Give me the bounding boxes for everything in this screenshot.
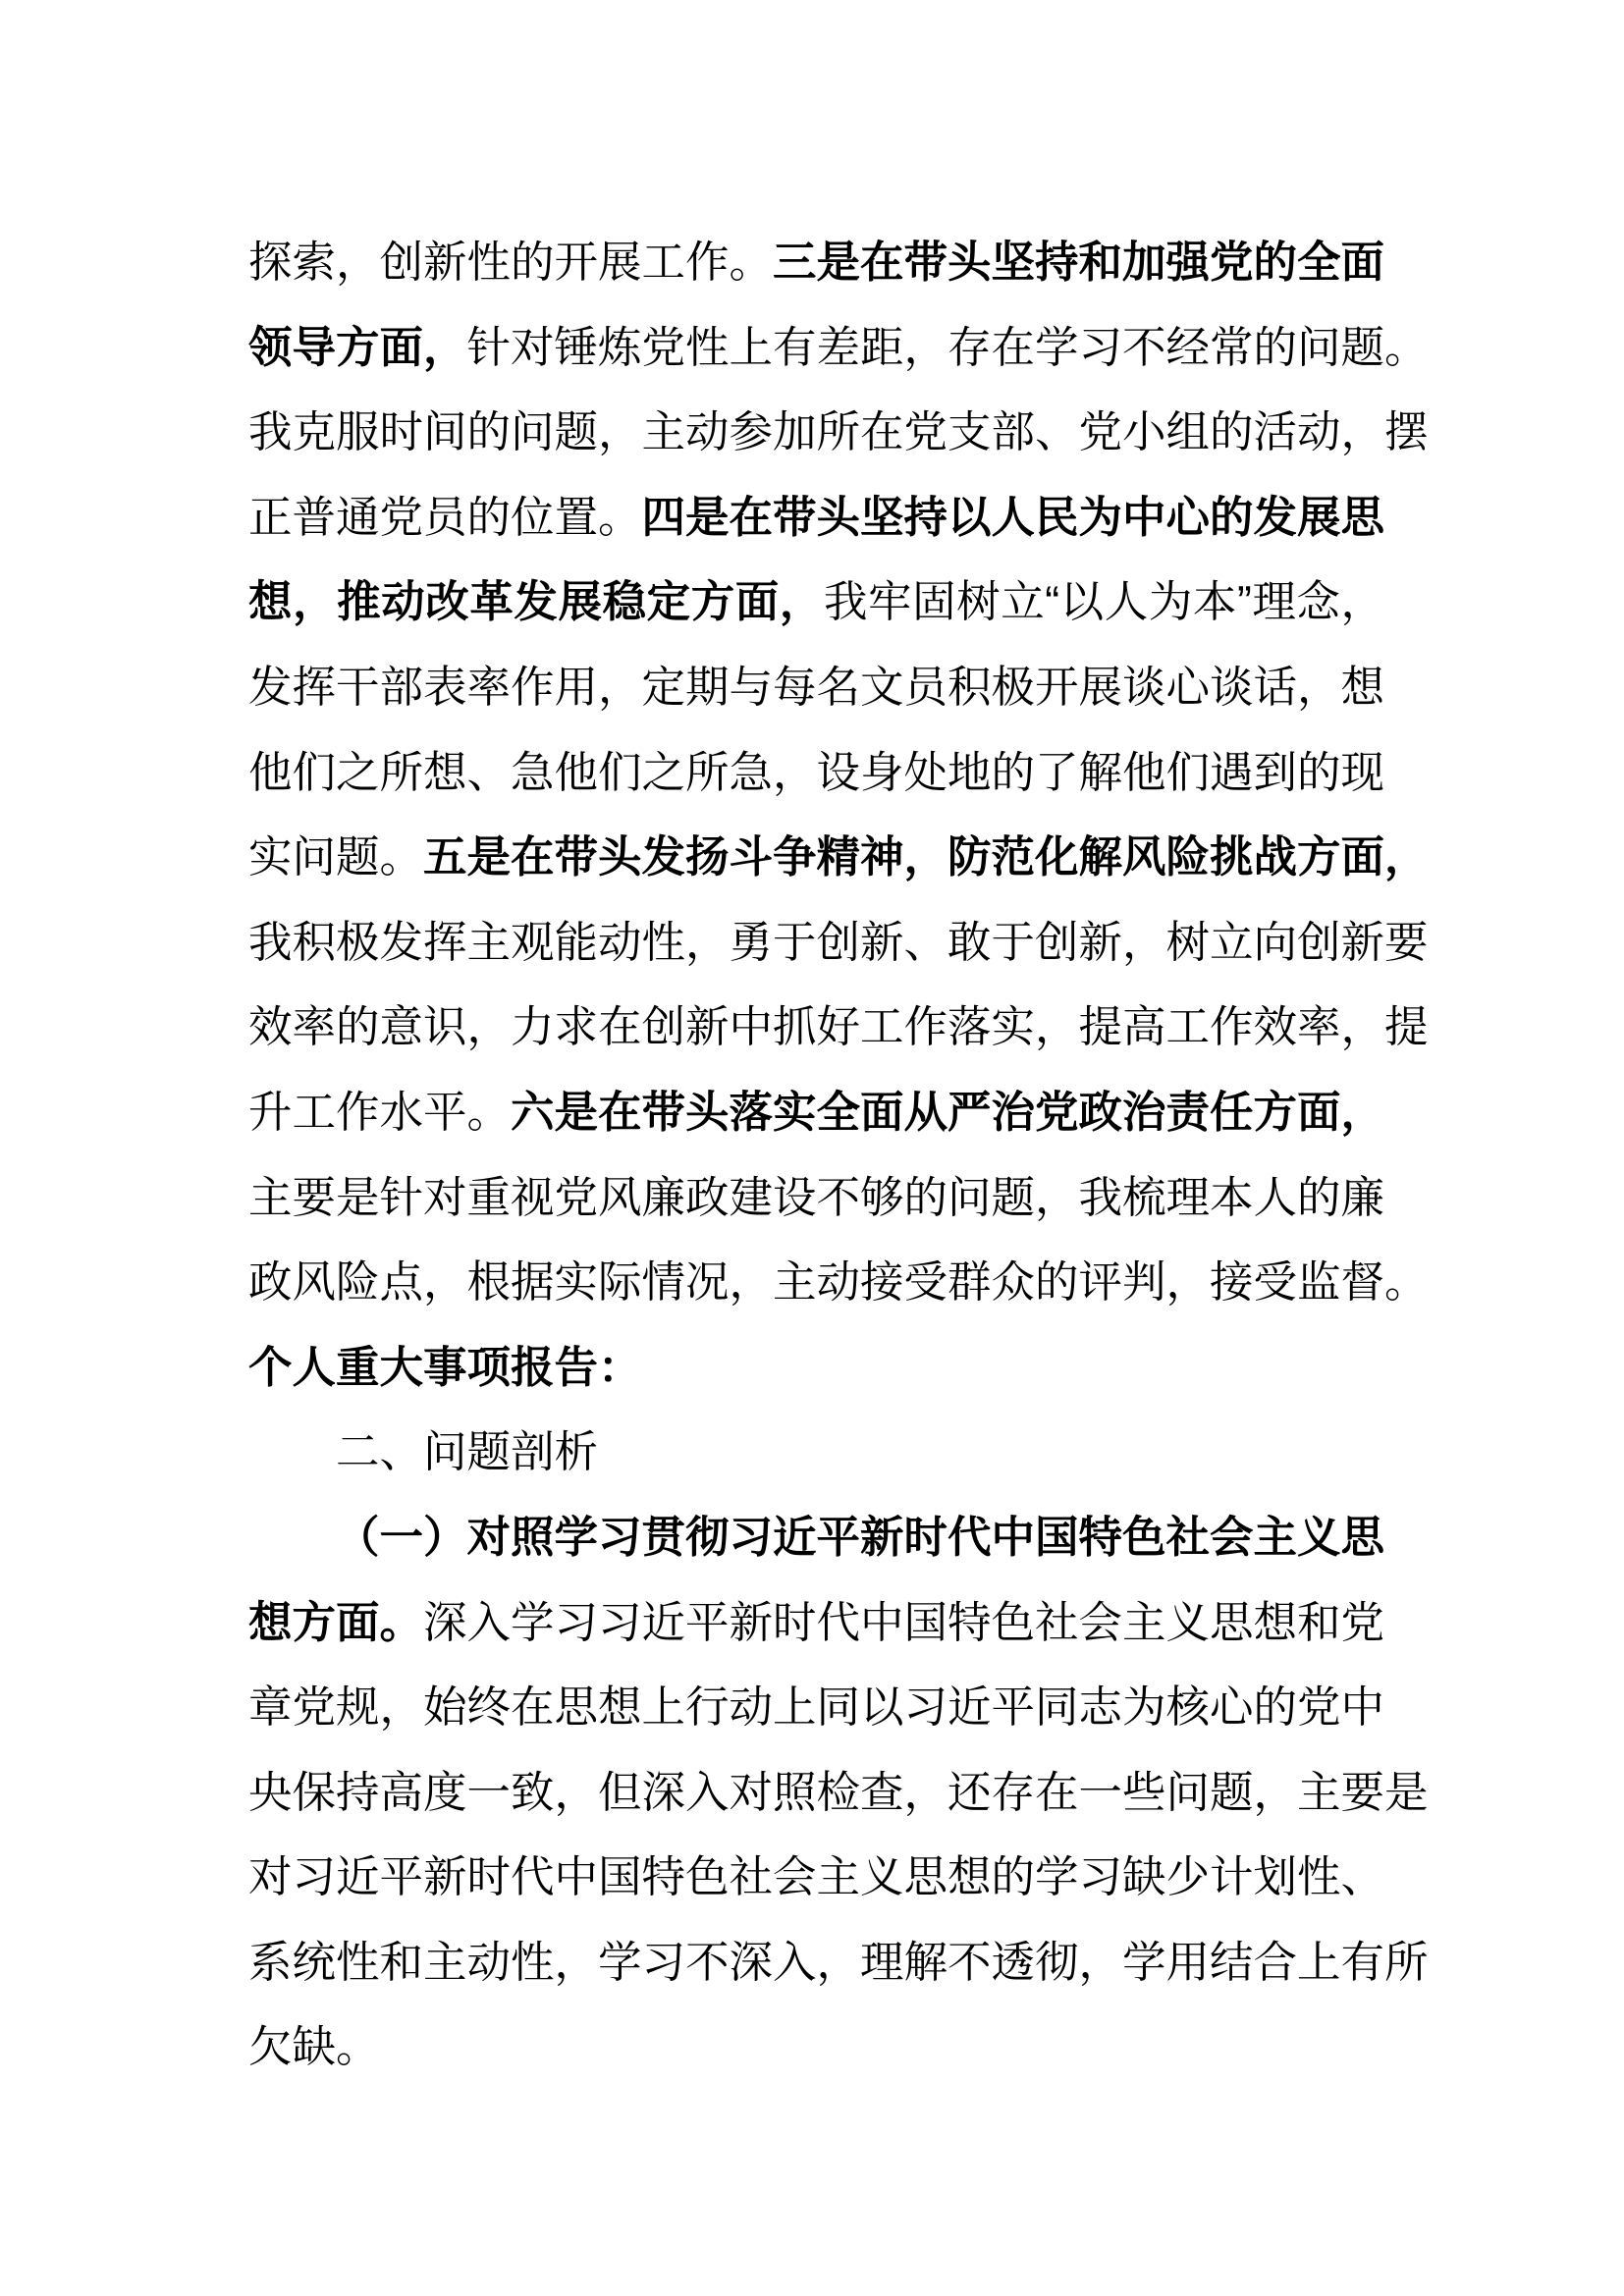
body-text: 实问题。	[248, 833, 424, 882]
text-line	[248, 391, 1429, 476]
body-text: 我克服时间的问题，主动参加所在党支部、党小组的活动，摆	[248, 408, 1429, 457]
bold-text: 六是在带头落实全面从严治党政治责任方面，	[511, 1088, 1385, 1137]
body-text: 效率的意识，力求在创新中抓好工作落实，提高工作效率，提	[248, 1003, 1429, 1052]
document-body	[248, 221, 1429, 2091]
text-line	[248, 306, 1429, 392]
body-text: 对习近平新时代中国特色社会主义思想的学习缺少计划性、	[248, 1853, 1385, 1902]
text-line	[248, 901, 1429, 987]
text-line	[248, 561, 1384, 646]
text-line	[248, 1496, 1384, 1581]
body-text: 升工作水平。	[248, 1088, 512, 1137]
body-text: 探索，创新性的开展工作。	[248, 239, 774, 287]
body-text: 他们之所想、急他们之所急，设身处地的了解他们遇到的现	[248, 748, 1385, 797]
bold-text: 想方面。	[248, 1598, 424, 1647]
body-text: 主要是针对重视党风廉政建设不够的问题，我梳理本人的廉	[248, 1173, 1385, 1222]
body-text: 针对锤炼党性上有差距，存在学习不经常的问题。	[466, 323, 1429, 372]
bold-text: 三是在带头坚持和加强党的全面	[773, 239, 1385, 287]
bold-text: 四是在带头坚持以人民为中心的发展思	[641, 493, 1385, 542]
body-text: 我牢固树立“以人为本”理念，	[823, 578, 1384, 627]
body-text: 二、问题剖析	[336, 1428, 599, 1477]
text-line	[248, 1666, 1384, 1751]
body-text: 深入学习习近平新时代中国特色社会主义思想和党	[423, 1598, 1385, 1647]
text-line	[248, 731, 1384, 817]
body-text: 系统性和主动性，学习不深入，理解不透彻，学用结合上有所	[248, 1938, 1429, 1987]
text-line	[248, 646, 1384, 731]
bold-text: 个人重大事项报告：	[248, 1343, 642, 1392]
text-line	[248, 986, 1429, 1071]
text-line	[248, 476, 1384, 561]
text-line	[248, 1156, 1384, 1242]
text-line	[248, 816, 1429, 901]
text-line	[248, 1411, 1384, 1496]
text-line	[248, 1326, 1384, 1412]
text-line	[248, 221, 1384, 306]
bold-text: 领导方面，	[248, 323, 467, 372]
body-text: 政风险点，根据实际情况，主动接受群众的评判，接受监督。	[248, 1258, 1429, 1308]
text-line	[248, 1241, 1429, 1326]
text-line	[248, 1751, 1429, 1837]
body-text: 央保持高度一致，但深入对照检查，还存在一些问题，主要是	[248, 1768, 1429, 1817]
body-text: 发挥干部表率作用，定期与每名文员积极开展谈心谈话，想	[248, 663, 1385, 712]
body-text: 章党规，始终在思想上行动上同以习近平同志为核心的党中	[248, 1683, 1385, 1733]
text-line	[248, 1921, 1429, 2006]
body-text: 正普通党员的位置。	[248, 493, 642, 542]
text-line	[248, 1581, 1384, 1667]
text-line	[248, 1836, 1384, 1921]
bold-text: 想，推动改革发展稳定方面，	[248, 578, 824, 627]
bold-text: （一）对照学习贯彻习近平新时代中国特色社会主义思	[336, 1513, 1385, 1562]
text-line	[248, 1071, 1384, 1156]
body-text: 欠缺。	[248, 2023, 380, 2072]
bold-text: 五是在带头发扬斗争精神，防范化解风险挑战方面，	[423, 833, 1429, 882]
text-line	[248, 2005, 1384, 2091]
body-text: 我积极发挥主观能动性，勇于创新、敢于创新，树立向创新要	[248, 918, 1429, 967]
